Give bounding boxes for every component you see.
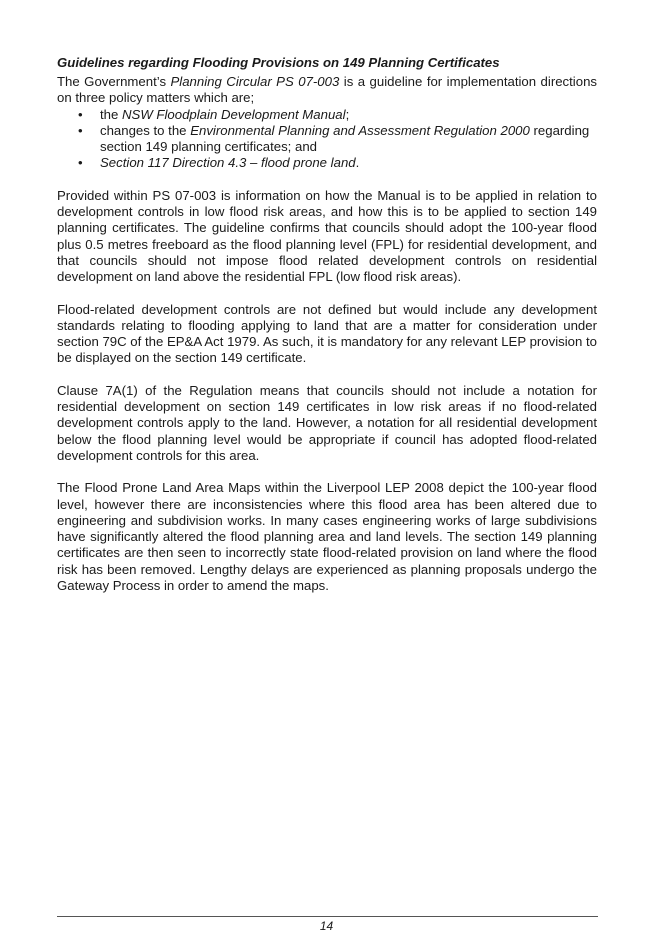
list-item xyxy=(57,123,597,156)
body-paragraph: Clause 7A(1) of the Regulation means that councils should not include a notation for residential development on section 149 certificates in low risk areas if no flood-related development controls apply to the land. However, a notation for all residential development below the flood planning level would be appropriate if council has adopted flood-related development controls for this area. xyxy=(57,382,597,463)
list-item xyxy=(57,155,597,171)
policy-matters-list xyxy=(57,107,597,172)
list-item-text: the xyxy=(100,106,122,122)
list-item-text: regarding section 149 planning certificates; and xyxy=(100,122,590,155)
section-heading: Guidelines regarding Flooding Provisions on 149 Planning Certificates xyxy=(57,55,500,70)
bullet-icon: • xyxy=(78,122,83,138)
body-paragraph: The Flood Prone Land Area Maps within the Liverpool LEP 2008 depict the 100-year flood level, however there are inconsistencies where this flood area has been altered due to engineering and subdivision works. In many cases engineering works of large subdivisions have significantly altered the flood planning area and land levels. The section 149 planning certificates are then seen to incorrectly state flood-related provision on land where the flood risk has been removed. Lengthy delays are experienced as planning proposals undergo the Gateway Process in order to amend the maps. xyxy=(57,480,597,594)
intro-text-start: The Government’s xyxy=(57,74,171,89)
document-page xyxy=(57,54,597,610)
list-item-emphasis: Section 117 Direction 4.3 – flood prone land xyxy=(100,155,356,171)
intro-paragraph xyxy=(57,74,597,107)
list-item-text: changes to the xyxy=(100,122,191,138)
bullet-icon: • xyxy=(78,155,83,171)
list-item-text: ; xyxy=(345,106,350,122)
list-item-emphasis: Environmental Planning and Assessment Regulation 2000 xyxy=(190,122,530,138)
list-item xyxy=(57,107,597,123)
footer-divider xyxy=(57,916,598,917)
circular-title: Planning Circular PS 07-003 xyxy=(170,74,340,89)
body-paragraph: Flood-related development controls are not defined but would include any development standards relating to flooding applying to land that are a matter for consideration under section 79C of the EP&A Act 1979. As such, it is mandatory for any relevant LEP provision to be displayed on the section 149 certificate. xyxy=(57,301,598,366)
list-item-text: . xyxy=(355,155,360,171)
body-paragraph: Provided within PS 07-003 is information on how the Manual is to be applied in relation to development controls in low flood risk areas, and how this is to be applied to section 149 planning certificates. The guideline confirms that councils should adopt the 100-year flood plus 0.5 metres freeboard as the flood planning level (FPL) for residential development, and that councils should not impose flood related development controls on residential development on land above the residential FPL (low flood risk areas). xyxy=(57,187,597,285)
bullet-icon: • xyxy=(78,106,83,122)
list-item-emphasis: NSW Floodplain Development Manual xyxy=(122,106,346,122)
page-number: 14 xyxy=(319,919,334,933)
intro-text-end: is a guideline for implementation directions on three policy matters which are; xyxy=(57,74,597,106)
